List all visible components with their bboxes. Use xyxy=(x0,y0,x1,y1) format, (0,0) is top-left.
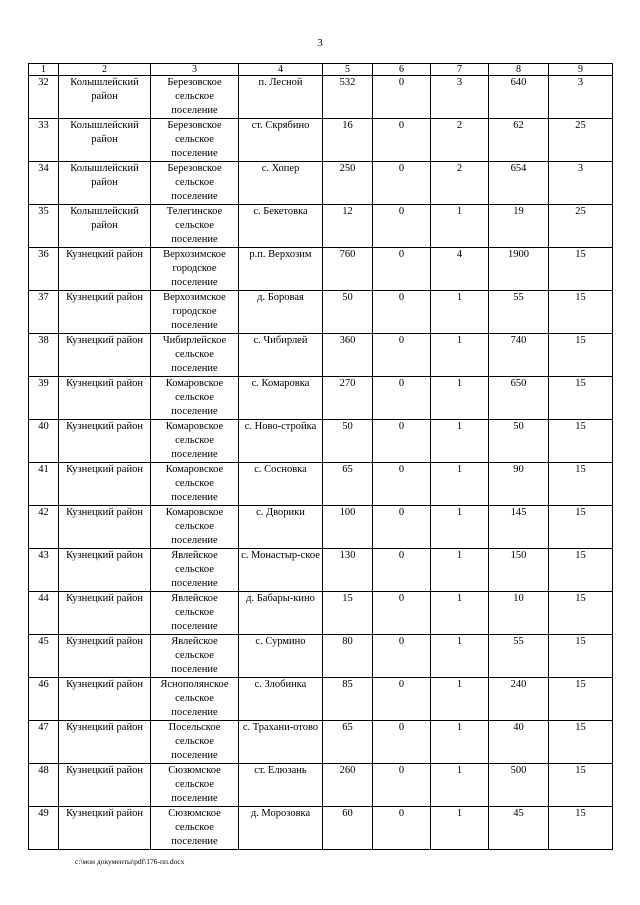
table-cell: 1 xyxy=(431,205,489,248)
table-cell: р.п. Верхозим xyxy=(239,248,323,291)
table-cell: 650 xyxy=(489,377,549,420)
column-header: 3 xyxy=(151,64,239,76)
table-cell: Комаровское сельское поселение xyxy=(151,463,239,506)
table-cell: 60 xyxy=(323,807,373,850)
table-cell: 15 xyxy=(549,334,613,377)
table-cell: Кузнецкий район xyxy=(59,291,151,334)
table-cell: Кузнецкий район xyxy=(59,506,151,549)
table-cell: 1 xyxy=(431,635,489,678)
table-cell: 15 xyxy=(549,764,613,807)
table-cell: 12 xyxy=(323,205,373,248)
table-cell: 15 xyxy=(549,420,613,463)
table-cell: с. Бекетовка xyxy=(239,205,323,248)
table-cell: 42 xyxy=(29,506,59,549)
table-cell: д. Боровая xyxy=(239,291,323,334)
table-cell: 10 xyxy=(489,592,549,635)
table-cell: 55 xyxy=(489,635,549,678)
footer-file-path: c:\мои документы\pdf\176-пп.docx xyxy=(75,857,185,866)
table-cell: Кузнецкий район xyxy=(59,678,151,721)
table-cell: 240 xyxy=(489,678,549,721)
table-cell: Березовское сельское поселение xyxy=(151,119,239,162)
table-cell: 49 xyxy=(29,807,59,850)
table-cell: Сюзюмское сельское поселение xyxy=(151,764,239,807)
table-cell: 50 xyxy=(323,291,373,334)
table-cell: 250 xyxy=(323,162,373,205)
table-row xyxy=(29,377,613,420)
table-cell: с. Трахани-отово xyxy=(239,721,323,764)
table-cell: 3 xyxy=(549,76,613,119)
table-cell: 0 xyxy=(373,463,431,506)
table-row xyxy=(29,635,613,678)
table-cell: 48 xyxy=(29,764,59,807)
table-cell: 90 xyxy=(489,463,549,506)
table-cell: Колышлейский район xyxy=(59,76,151,119)
table-cell: 15 xyxy=(549,506,613,549)
table-cell: 33 xyxy=(29,119,59,162)
table-row xyxy=(29,205,613,248)
table-cell: 62 xyxy=(489,119,549,162)
table-header-row xyxy=(29,64,613,76)
table-cell: 760 xyxy=(323,248,373,291)
table-cell: Комаровское сельское поселение xyxy=(151,420,239,463)
table-row xyxy=(29,76,613,119)
table-cell: 1 xyxy=(431,721,489,764)
table-cell: 50 xyxy=(323,420,373,463)
table-cell: 80 xyxy=(323,635,373,678)
table-cell: 15 xyxy=(549,291,613,334)
table-row xyxy=(29,463,613,506)
table-row xyxy=(29,506,613,549)
table-cell: 0 xyxy=(373,807,431,850)
table-cell: 260 xyxy=(323,764,373,807)
table-row xyxy=(29,592,613,635)
table-cell: Кузнецкий район xyxy=(59,377,151,420)
table-cell: 145 xyxy=(489,506,549,549)
table-cell: 32 xyxy=(29,76,59,119)
table-cell: 15 xyxy=(549,678,613,721)
table-cell: 654 xyxy=(489,162,549,205)
table-cell: 36 xyxy=(29,248,59,291)
table-cell: 0 xyxy=(373,205,431,248)
table-cell: 45 xyxy=(489,807,549,850)
table-cell: 0 xyxy=(373,592,431,635)
table-cell: 1 xyxy=(431,678,489,721)
table-cell: 34 xyxy=(29,162,59,205)
table-cell: 15 xyxy=(549,248,613,291)
table-cell: 19 xyxy=(489,205,549,248)
table-cell: 25 xyxy=(549,119,613,162)
column-header: 5 xyxy=(323,64,373,76)
column-header: 4 xyxy=(239,64,323,76)
table-cell: 1900 xyxy=(489,248,549,291)
table-cell: Березовское сельское поселение xyxy=(151,162,239,205)
table-cell: 15 xyxy=(549,807,613,850)
table-cell: ст. Елюзань xyxy=(239,764,323,807)
table-cell: 16 xyxy=(323,119,373,162)
table-row xyxy=(29,721,613,764)
table-cell: Кузнецкий район xyxy=(59,764,151,807)
table-cell: Кузнецкий район xyxy=(59,549,151,592)
page-number: 3 xyxy=(317,37,323,49)
table-cell: 55 xyxy=(489,291,549,334)
table-cell: с. Ново-стройка xyxy=(239,420,323,463)
table-cell: п. Лесной xyxy=(239,76,323,119)
table-cell: 0 xyxy=(373,334,431,377)
table-cell: Колышлейский район xyxy=(59,205,151,248)
table-cell: 0 xyxy=(373,678,431,721)
table-cell: 0 xyxy=(373,549,431,592)
table-cell: с. Хопер xyxy=(239,162,323,205)
table-cell: ст. Скрябино xyxy=(239,119,323,162)
table-cell: 740 xyxy=(489,334,549,377)
table-cell: 15 xyxy=(549,635,613,678)
table-cell: Кузнецкий район xyxy=(59,420,151,463)
table-cell: 0 xyxy=(373,506,431,549)
column-header: 7 xyxy=(431,64,489,76)
table-cell: 43 xyxy=(29,549,59,592)
table-cell: 0 xyxy=(373,162,431,205)
table-cell: 0 xyxy=(373,420,431,463)
table-cell: Кузнецкий район xyxy=(59,635,151,678)
table-cell: 1 xyxy=(431,420,489,463)
table-row xyxy=(29,119,613,162)
table-cell: 0 xyxy=(373,635,431,678)
table-cell: 65 xyxy=(323,463,373,506)
table-cell: Кузнецкий район xyxy=(59,248,151,291)
table-cell: Явлейское сельское поселение xyxy=(151,592,239,635)
table-cell: 47 xyxy=(29,721,59,764)
table-cell: с. Чибирлей xyxy=(239,334,323,377)
table-cell: 2 xyxy=(431,119,489,162)
table-cell: 1 xyxy=(431,807,489,850)
column-header: 6 xyxy=(373,64,431,76)
table-cell: Комаровское сельское поселение xyxy=(151,506,239,549)
table-cell: 640 xyxy=(489,76,549,119)
table-cell: 15 xyxy=(323,592,373,635)
table-cell: Кузнецкий район xyxy=(59,463,151,506)
table-cell: 44 xyxy=(29,592,59,635)
column-header: 9 xyxy=(549,64,613,76)
table-cell: с. Комаровка xyxy=(239,377,323,420)
table-cell: Чибирлейское сельское поселение xyxy=(151,334,239,377)
table-cell: 0 xyxy=(373,291,431,334)
table-cell: 15 xyxy=(549,549,613,592)
table-cell: 4 xyxy=(431,248,489,291)
table-cell: с. Сосновка xyxy=(239,463,323,506)
table-cell: 1 xyxy=(431,592,489,635)
table-cell: Верхозимское городское поселение xyxy=(151,291,239,334)
settlements-table xyxy=(28,63,613,850)
table-row xyxy=(29,248,613,291)
table-row xyxy=(29,678,613,721)
table-cell: 40 xyxy=(29,420,59,463)
table-cell: 15 xyxy=(549,592,613,635)
table-cell: Яснополянское сельское поселение xyxy=(151,678,239,721)
table-cell: 3 xyxy=(431,76,489,119)
table-cell: Березовское сельское поселение xyxy=(151,76,239,119)
table-cell: 150 xyxy=(489,549,549,592)
table-cell: 85 xyxy=(323,678,373,721)
table-cell: с. Дворики xyxy=(239,506,323,549)
column-header: 8 xyxy=(489,64,549,76)
table-cell: 38 xyxy=(29,334,59,377)
table-cell: 45 xyxy=(29,635,59,678)
table-cell: 46 xyxy=(29,678,59,721)
table-row xyxy=(29,420,613,463)
table-cell: Кузнецкий район xyxy=(59,807,151,850)
table-cell: 1 xyxy=(431,463,489,506)
table-cell: 1 xyxy=(431,291,489,334)
table-cell: 0 xyxy=(373,119,431,162)
table-cell: 0 xyxy=(373,248,431,291)
table-cell: 15 xyxy=(549,377,613,420)
table-cell: 0 xyxy=(373,76,431,119)
table-row xyxy=(29,291,613,334)
table-cell: 25 xyxy=(549,205,613,248)
table-row xyxy=(29,549,613,592)
table-cell: Колышлейский район xyxy=(59,119,151,162)
table-cell: Верхозимское городское поселение xyxy=(151,248,239,291)
table-cell: 50 xyxy=(489,420,549,463)
column-header: 1 xyxy=(29,64,59,76)
table-cell: 0 xyxy=(373,764,431,807)
table-cell: с. Злобинка xyxy=(239,678,323,721)
table-cell: 15 xyxy=(549,463,613,506)
table-cell: 41 xyxy=(29,463,59,506)
table-cell: Кузнецкий район xyxy=(59,721,151,764)
table-cell: 1 xyxy=(431,506,489,549)
table-cell: Явлейское сельское поселение xyxy=(151,549,239,592)
table-cell: 270 xyxy=(323,377,373,420)
table-cell: Телегинское сельское поселение xyxy=(151,205,239,248)
table-cell: Явлейское сельское поселение xyxy=(151,635,239,678)
table-cell: 1 xyxy=(431,334,489,377)
table-cell: Сюзюмское сельское поселение xyxy=(151,807,239,850)
table-cell: д. Морозовка xyxy=(239,807,323,850)
table-cell: 0 xyxy=(373,377,431,420)
table-cell: 532 xyxy=(323,76,373,119)
table-row xyxy=(29,764,613,807)
table-cell: Посельское сельское поселение xyxy=(151,721,239,764)
table-body xyxy=(29,76,613,850)
table-row xyxy=(29,334,613,377)
table-cell: 1 xyxy=(431,764,489,807)
table-cell: 1 xyxy=(431,549,489,592)
table-cell: 15 xyxy=(549,721,613,764)
table-cell: с. Монастыр-ское xyxy=(239,549,323,592)
table-cell: 37 xyxy=(29,291,59,334)
column-header: 2 xyxy=(59,64,151,76)
table-cell: 2 xyxy=(431,162,489,205)
table-cell: 39 xyxy=(29,377,59,420)
table-cell: 3 xyxy=(549,162,613,205)
table-row xyxy=(29,162,613,205)
table-cell: 0 xyxy=(373,721,431,764)
table-cell: 100 xyxy=(323,506,373,549)
table-cell: 500 xyxy=(489,764,549,807)
table-cell: с. Сурмино xyxy=(239,635,323,678)
table-cell: Комаровское сельское поселение xyxy=(151,377,239,420)
table-cell: 360 xyxy=(323,334,373,377)
table-cell: Кузнецкий район xyxy=(59,334,151,377)
table-cell: Кузнецкий район xyxy=(59,592,151,635)
table-cell: 65 xyxy=(323,721,373,764)
table-cell: д. Бабары-кино xyxy=(239,592,323,635)
table-cell: 1 xyxy=(431,377,489,420)
table-row xyxy=(29,807,613,850)
table-cell: 35 xyxy=(29,205,59,248)
table-cell: 40 xyxy=(489,721,549,764)
table-cell: Колышлейский район xyxy=(59,162,151,205)
table-cell: 130 xyxy=(323,549,373,592)
